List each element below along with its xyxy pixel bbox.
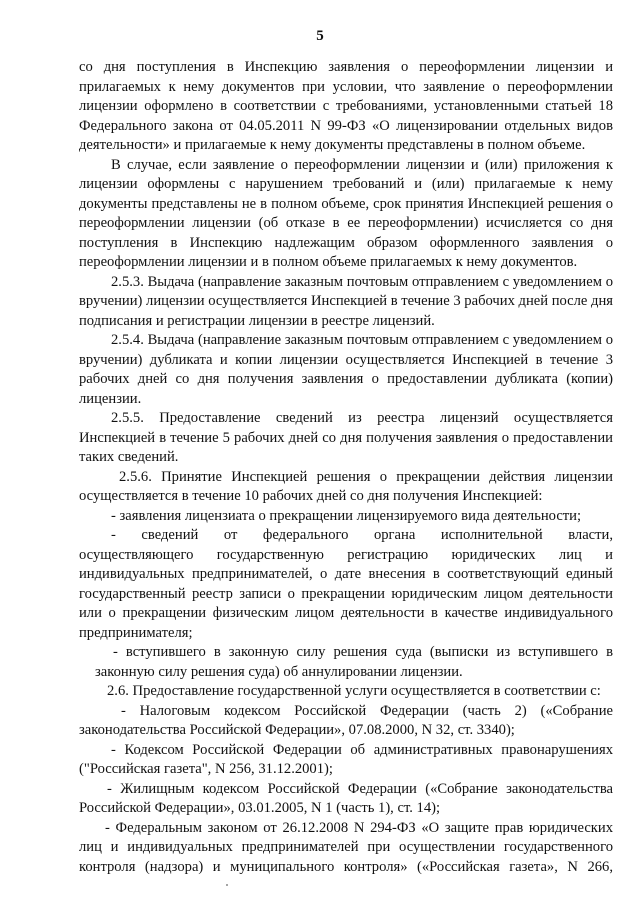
list-item-court-decision: - вступившего в законную силу решения суда (выписки из вступившего в законную силу решения суда) об аннулировании лицензии.: [95, 644, 613, 680]
text-line: или о прекращении физическим лицом деятельности в качестве индивидуального: [79, 605, 613, 621]
text-line: контроля (надзора) и муниципального контроля» («Российская газета», N 266,: [79, 858, 613, 875]
text-line: - сведений от федерального органа исполнительной власти,: [111, 527, 613, 543]
paragraph-2-5-5-registry-info: 2.5.5. Предоставление сведений из реестра лицензий осуществляется Инспекцией в течение 5 рабочих дней со дня получения заявления о предоставлении таких сведений.: [79, 410, 613, 465]
text-line: - Федеральным законом от 26.12.2008 N 294-ФЗ «О защите прав юридических: [105, 819, 613, 836]
list-item-licensee-application: - заявления лицензиата о прекращении лицензируемого вида деятельности;: [111, 507, 582, 524]
text-line: государственный реестр записи о прекращении юридическим лицом деятельности: [79, 585, 613, 602]
page-number: 5: [316, 28, 324, 44]
paragraph-2-6-legal-basis: 2.6. Предоставление государственной услуги осуществляется в соответствии с:: [107, 683, 601, 699]
paragraph-2-5-6-termination: 2.5.6. Принятие Инспекцией решения о прекращении действия лицензии осуществляется в течение 10 рабочих дней со дня получения Инспекцией:: [79, 468, 613, 504]
document-body: [79, 58, 613, 877]
list-item-federal-law-294: [79, 819, 613, 878]
text-line: лиц и индивидуальных предпринимателей при осуществлении государственного: [79, 839, 613, 855]
text-line: осуществляющего государственную регистрацию юридических лиц и: [79, 546, 613, 563]
scan-speck: [226, 884, 228, 886]
paragraph-2-5-4-duplicate-issue: 2.5.4. Выдача (направление заказным почтовым отправлением с уведомлением о вручении) дубликата и копии лицензии осуществляется Инспекцией в течение 3 рабочих дней со дня получения заявления о предоставлении дубликата (копии) лицензии.: [79, 332, 613, 407]
text-line: индивидуальных предпринимателей, о дате внесения в соответствующий единый: [79, 566, 613, 582]
list-item-tax-code: - Налоговым кодексом Российской Федерации (часть 2) («Собрание законодательства Российской Федерации», 07.08.2000, N 32, ст. 3340);: [79, 702, 613, 738]
text-line: предпринимателя;: [79, 624, 193, 641]
list-item-federal-authority-info: [79, 526, 613, 643]
paragraph-2-5-3-license-issue: 2.5.3. Выдача (направление заказным почтовым отправлением с уведомлением о вручении) лицензии осуществляется Инспекцией в течение 3 рабочих дней после дня подписания и регистрации лицензии в реестре лицензий.: [79, 273, 613, 329]
list-item-housing-code: - Жилищным кодексом Российской Федерации («Собрание законодательства Российской Федерации», 03.01.2005, N 1 (часть 1), ст. 14);: [79, 780, 613, 816]
paragraph-license-reissue-term: со дня поступления в Инспекцию заявления о переоформлении лицензии и прилагаемых к нему документов при условии, что заявление о переоформлении лицензии оформлено в соответствии с требованиями, установленными статьей 18 Федерального закона от 04.05.2011 N 99-ФЗ «О лицензировании отдельных видов деятельности» и прилагаемые к нему документы представлены в полном объеме.: [79, 59, 613, 153]
paragraph-incomplete-documents: В случае, если заявление о переоформлении лицензии и (или) приложения к лицензии оформлены с нарушением требований и (или) прилагаемые к нему документы представлены не в полном объеме, срок принятия Инспекцией решения о переоформлении лицензии (об отказе в ее переоформлении) исчисляется со дня поступления в Инспекцию надлежащим образом оформленного заявления о переоформлении лицензии и в полном объеме прилагаемых к нему документов.: [79, 156, 613, 270]
list-item-administrative-code: - Кодексом Российской Федерации об административных правонарушениях ("Российская газета", N 256, 31.12.2001);: [79, 741, 613, 777]
